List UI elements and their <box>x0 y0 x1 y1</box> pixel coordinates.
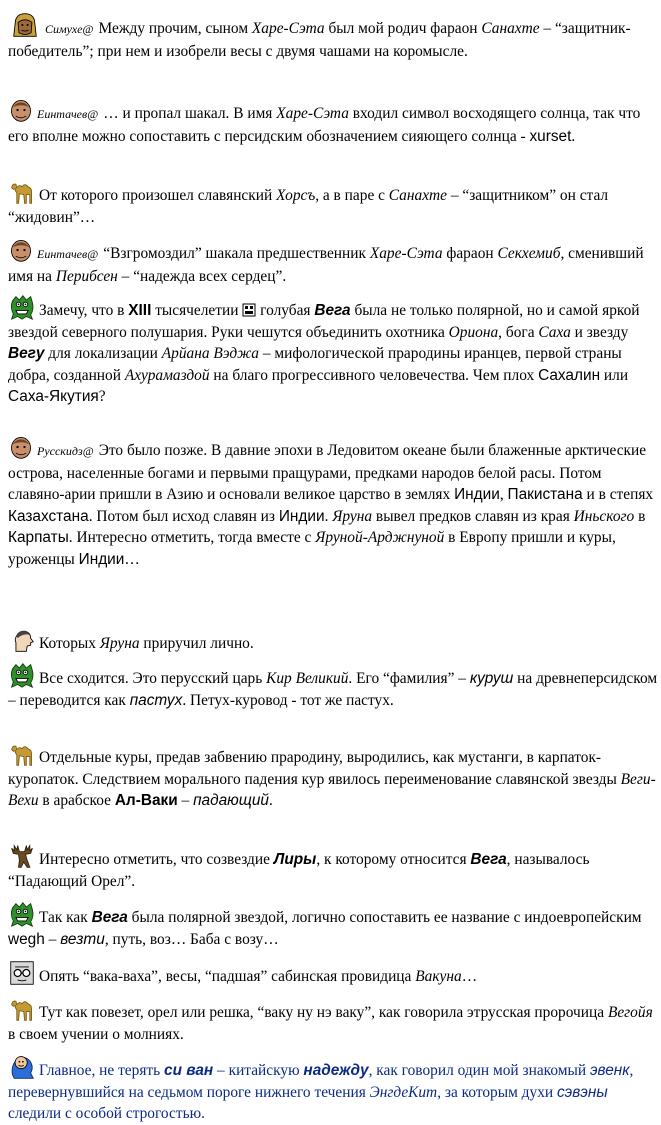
post: Тут как повезет, орел или решка, “ваку ну нэ ваку”, как говорила этрусская пророчица Вегойя в своем учении о молниях. <box>8 996 658 1045</box>
post: Интересно отметить, что созвездие Лиры, к которому относится Вега, называлось “Падающий Орел”. <box>8 843 658 892</box>
camel-avatar-icon <box>8 179 36 205</box>
calendar-symbol-icon <box>242 303 256 317</box>
green-monster-avatar-icon <box>8 901 36 927</box>
pharaoh-avatar-icon <box>8 12 42 38</box>
post: Главное, не терять си ван – китайскую надежду, как говорил один мой знакомый эвенк, перевернувшийся на седьмом пороге нижнего течения ЭнгдеКит, за которым духи сэвэны следили с особой строгостью. <box>8 1054 658 1125</box>
bald-man-avatar-icon <box>8 434 34 460</box>
post: Опять “вака-ваха”, весы, “падшая” сабинская провидица Вакуна… <box>8 960 658 988</box>
bearded-man-avatar-icon <box>8 237 34 263</box>
author-nick: Русскидз@ <box>37 444 94 458</box>
post: Которых Яруна приручил лично. <box>8 627 658 655</box>
green-monster-avatar-icon <box>8 662 36 688</box>
post: От которого произошел славянский Хорсъ, а в паре с Санахте – “защитником” он стал “жидовин”… <box>8 179 658 228</box>
post: Еинтачев@ “Взгромоздил” шакала предшественник Харе-Сэта фараон Секхемиб, сменивший имя на Перибсен – “надежда всех сердец”. <box>8 237 658 287</box>
post: Все сходится. Это перусский царь Кир Великий. Его “фамилия” – куруш на древнеперсидском – переводится как пастух. Петух-куровод - тот же пастух. <box>8 662 658 711</box>
blue-hooded-avatar-icon <box>8 1054 36 1080</box>
author-nick: Еинтачев@ <box>37 247 99 261</box>
green-monster-avatar-icon <box>8 294 36 320</box>
glasses-face-avatar-icon <box>8 960 36 986</box>
bearded-man-avatar-icon <box>8 97 34 123</box>
camel-avatar-icon <box>8 741 36 767</box>
post: Отдельные куры, предав забвению прародину, выродились, как мустанги, в карпаток-куропаток. Следствием морального падения кур явилось переименование славянской звезды Веги-Вехи в арабское Ал-Ваки – падающий. <box>8 741 658 812</box>
camel-avatar-icon <box>8 996 36 1022</box>
post: Еинтачев@ … и пропал шакал. В имя Харе-Сэта входил символ восходящего солнца, так что его вполне можно сопоставить с персидским обозначением сияющего солнца - xurset. <box>8 97 658 147</box>
author-nick: Еинтачев@ <box>37 107 99 121</box>
post: Так как Вега была полярной звездой, логично сопоставить ее название с индоевропейским wegh – везти, путь, воз… Баба с возу… <box>8 901 658 950</box>
moose-avatar-icon <box>8 843 36 869</box>
post: Симухе@ Между прочим, сыном Харе-Сэта был мой родич фараон Санахте – “защитник-победитель”; при нем и изобрели весы с двумя чашами на коромысле. <box>8 12 658 62</box>
author-nick: Симухе@ <box>45 22 94 36</box>
post: Замечу, что в XIII тысячелетии голубая Вега была не только полярной, но и самой яркой звездой северного полушария. Руки чешутся объединить охотника Ориона, бога Саха и звезду Вегу для локализации Арйана Вэджа – мифологической прародины иранцев, первой страны добра, созданной Ахурамаздой на благо прогрессивного человечества. Чем плох Сахалин или Саха-Якутия? <box>8 294 658 408</box>
profile-man-avatar-icon <box>8 627 36 653</box>
post: Русскидз@ Это было позже. В давние эпохи в Ледовитом океане были блаженные арктические острова, населенные богами и первыми пращурами, предками народов белой расы. Потом славяно-арии пришли в Азию и основали великое царство в землях Индии, Пакистана и в степях Казахстана. Потом был исход славян из Индии. Яруна вывел предков славян из края Иньского в Карпаты. Интересно отметить, тогда вместе с Яруной-Арджнуной в Европу пришли и куры, уроженцы Индии… <box>8 434 658 571</box>
